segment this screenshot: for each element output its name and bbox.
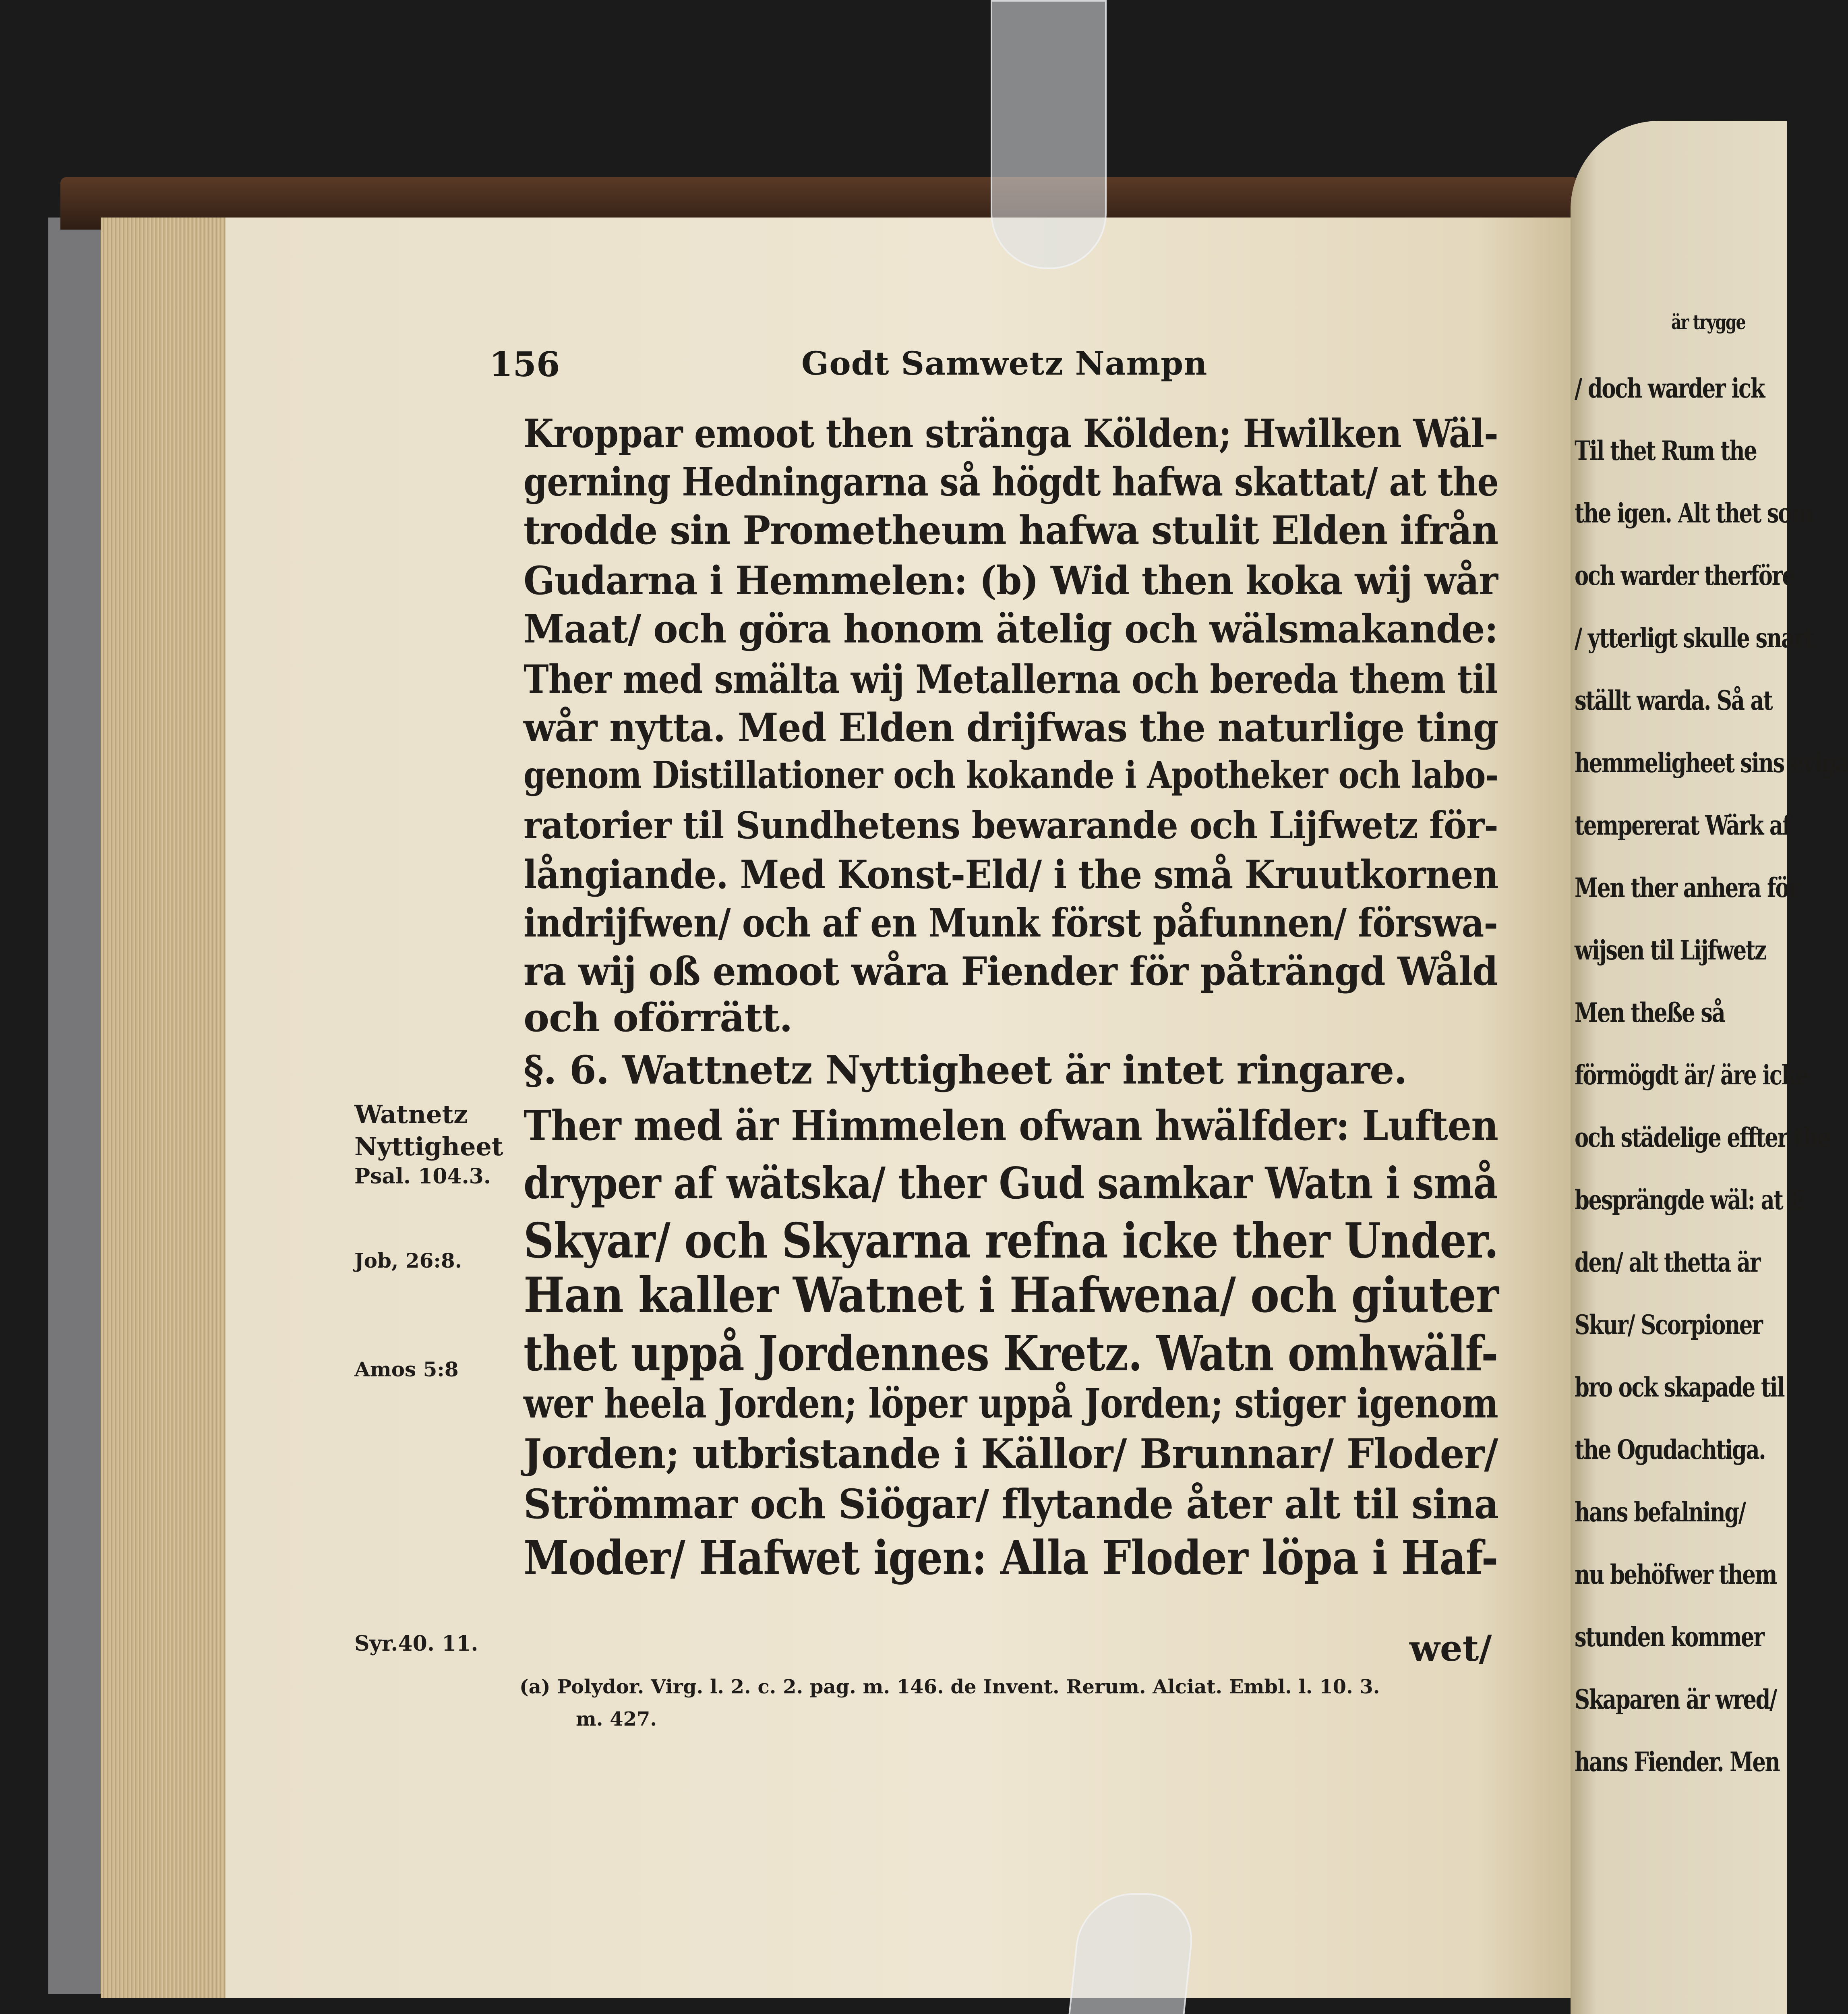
facing-text-line: är trygge: [1671, 310, 1745, 334]
margin-note: Watnetz: [354, 1100, 468, 1129]
facing-text-line: hemmeligheet sins eviga: [1575, 747, 1848, 779]
text-line: gerning Hedningarna så högdt hafwa skattat/ at the: [524, 459, 1499, 505]
margin-note: Amos 5:8: [354, 1357, 459, 1381]
facing-text-line: besprängde wäl: at E: [1575, 1184, 1805, 1216]
text-line: §. 6. Wattnetz Nyttigheet är intet ringare.: [524, 1047, 1407, 1093]
facing-text-line: och warder therföre: [1575, 560, 1795, 591]
facing-text-line: Men theße så: [1575, 997, 1725, 1028]
text-line: Kroppar emoot then stränga Kölden; Hwilken Wäl-: [524, 411, 1498, 456]
facing-text-line: Til thet Rum the: [1575, 435, 1757, 466]
text-line: Skyar/ och Skyarna refna icke ther Under.: [524, 1212, 1498, 1269]
facing-text-line: och städelige effter the: [1575, 1122, 1830, 1153]
text-line: långiande. Med Konst-Eld/ i the små Kruutkornen: [524, 852, 1498, 897]
running-title: Godt Samwetz Nampn: [801, 344, 1208, 382]
text-line: Strömmar och Siögar/ flytande åter alt til sina: [524, 1480, 1499, 1528]
text-line: wer heela Jorden; löper uppå Jorden; stiger igenom: [524, 1380, 1498, 1427]
facing-text-line: hans Fiender. Men: [1575, 1746, 1780, 1778]
facing-text-line: / doch warder ick: [1575, 373, 1764, 404]
text-line: och oförrätt.: [524, 995, 793, 1040]
margin-note: Syr.40. 11.: [354, 1631, 478, 1656]
text-line: ra wij oß emoot wåra Fiender för påträngd Wåld: [524, 949, 1498, 994]
facing-page: [1571, 121, 1848, 2014]
text-line: genom Distillationer och kokande i Apotheker och labo-: [524, 753, 1498, 797]
page-number: 156: [489, 344, 560, 384]
facing-text-line: tempererat Wärk af: [1575, 810, 1791, 841]
facing-text-line: wijsen til Lijfwetz: [1575, 934, 1766, 966]
facing-text-line: Skur/ Scorpioner: [1575, 1309, 1762, 1341]
catchword: wet/: [1409, 1627, 1492, 1669]
footnote-line: m. 427.: [576, 1708, 657, 1730]
text-line: Moder/ Hafwet igen: Alla Floder löpa i Haf-: [524, 1531, 1498, 1585]
facing-text-line: bro ock skapade til: [1575, 1372, 1784, 1403]
text-line: wår nytta. Med Elden drijfwas the naturlige ting: [524, 705, 1498, 750]
footnote-line: (a) Polydor. Virg. l. 2. c. 2. pag. m. 146. de Invent. Rerum. Alciat. Embl. l. 10. 3.: [519, 1676, 1380, 1698]
page-clip-top: [991, 0, 1107, 269]
facing-text-line: the igen. Alt thet som: [1575, 497, 1813, 529]
facing-text-line: the Ogudachtiga.: [1575, 1434, 1765, 1465]
text-line: dryper af wätska/ ther Gud samkar Watn i små: [524, 1158, 1498, 1209]
text-line: Ther med är Himmelen ofwan hwälfder: Luften: [524, 1102, 1498, 1150]
text-line: thet uppå Jordennes Kretz. Watn omhwälf-: [524, 1325, 1498, 1382]
text-line: Ther med smälta wij Metallerna och bereda them til: [524, 657, 1498, 702]
text-line: Jorden; utbristande i Källor/ Brunnar/ Floder/: [524, 1430, 1498, 1477]
margin-note: Job, 26:8.: [354, 1249, 462, 1272]
margin-note: Nyttigheet: [354, 1132, 503, 1161]
facing-text-line: den/ alt thetta är: [1575, 1247, 1760, 1278]
text-line: trodde sin Prometheum hafwa stulit Elden ifrån: [524, 508, 1498, 553]
text-line: indrijfwen/ och af en Munk först påfunnen/ förswa-: [524, 900, 1498, 946]
text-line: Han kaller Watnet i Hafwena/ och giuter: [524, 1267, 1499, 1324]
facing-text-line: nu behöfwer them: [1575, 1559, 1777, 1590]
facing-text-line: Skaparen är wred/: [1575, 1684, 1776, 1715]
facing-text-line: Men ther anhera för: [1575, 872, 1799, 903]
facing-text-line: förmögdt är/ äre icke: [1575, 1059, 1808, 1091]
margin-note: Psal. 104.3.: [354, 1164, 491, 1189]
facing-text-line: stunden kommer: [1575, 1621, 1764, 1653]
text-line: ratorier til Sundhetens bewarande och Lijfwetz för-: [524, 804, 1498, 847]
text-line: Maat/ och göra honom ätelig och wälsmakande:: [524, 606, 1498, 652]
facing-text-line: / ytterligt skulle snart: [1575, 622, 1813, 654]
text-line: Gudarna i Hemmelen: (b) Wid then koka wij wår: [524, 558, 1498, 603]
page-edges: [101, 218, 234, 1998]
facing-text-line: hans befalning/: [1575, 1496, 1745, 1528]
facing-text-line: ställt warda. Så at: [1575, 685, 1772, 716]
